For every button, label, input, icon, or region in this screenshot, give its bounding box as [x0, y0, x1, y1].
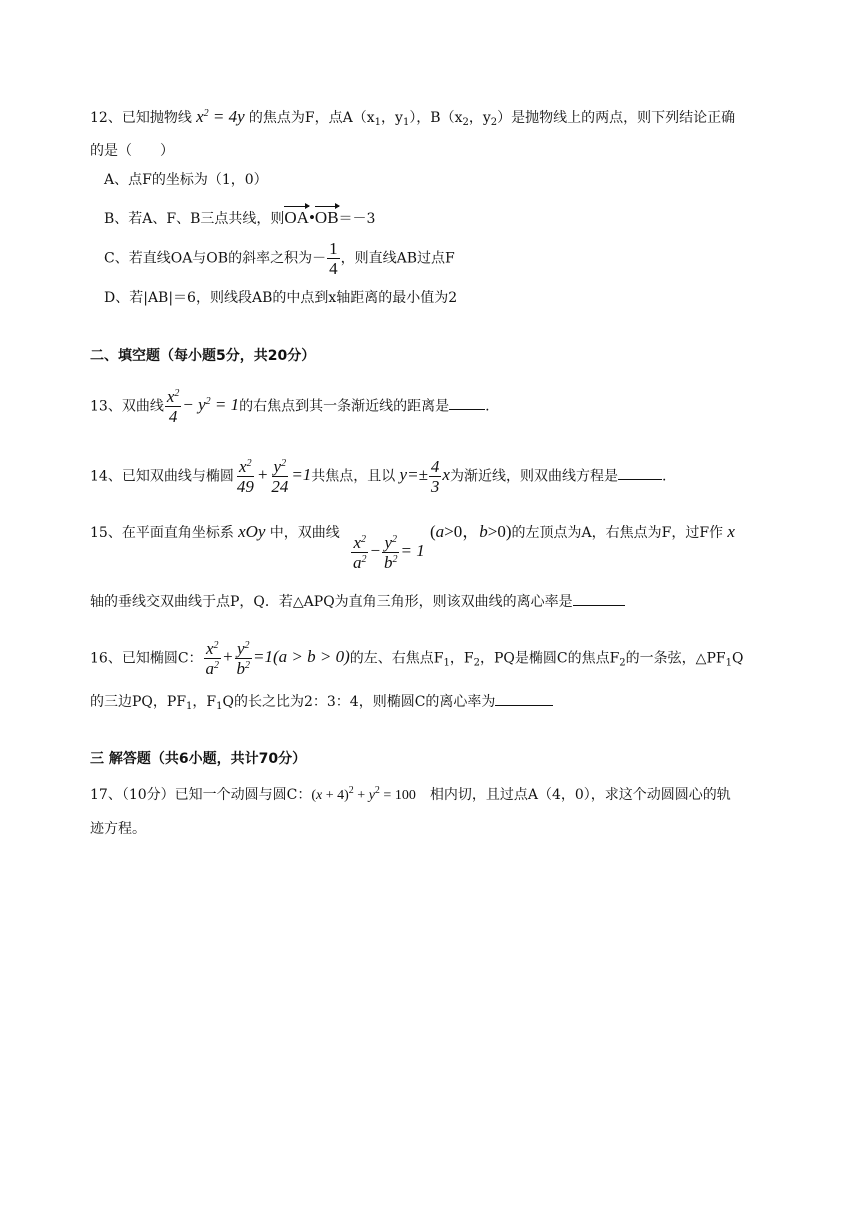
q12-option-d: D、若|AB|＝6，则线段AB的中点到x轴距离的最小值为2	[104, 290, 458, 306]
ellipse-equation-c: $\frac{x^2}{a^2}$ + $\frac{y^2}{b^2}$ =1(a > b > 0)	[205, 639, 350, 678]
q13: 13、双曲线 $\frac{x^2}{4}$ − $y^2 = 1$的右焦点到其一条渐近线的距离是 .	[90, 387, 490, 426]
answer-blank	[618, 466, 662, 480]
q12-option-b: B、若A、F、B三点共线，则OA•OB＝－3	[104, 208, 376, 227]
q12-option-a: A、点F的坐标为（1，0）	[104, 172, 268, 188]
section-3-heading: 三 解答题（共6小题，共计70分）	[90, 751, 307, 767]
q17-line1: 17、（10分）已知一个动圆与圆C：$(x + 4)^2 + y^2 = 100$ 相内切，且过点A（4，0），求这个动圆圆心的轨	[90, 785, 731, 803]
q15-hyperbola-equation: $\frac{x^2}{a^2}$ − $\frac{y^2}{b^2}$ = 1	[353, 533, 425, 572]
asymptote-equation: y=± $\frac{4}{3}$ x	[395, 457, 450, 496]
q15-line1: 15、在平面直角坐标系 xOy 中，双曲线	[90, 522, 340, 541]
q12-option-c: C、若直线OA与OB的斜率之积为－ $\frac{1}{4}$ ，则直线AB过点F	[104, 239, 455, 278]
section-2-heading: 二、填空题（每小题5分，共20分）	[90, 348, 316, 364]
answer-blank	[449, 396, 485, 410]
q12-stem-line1: 12、已知抛物线 $x^2 = 4y$ 的焦点为F，点$A(x_1$，$y_1$），$B(x_2$，$y_2$）是抛物线上的两点，则下列结论正确	[90, 107, 736, 128]
q15-condition: (a>0，b>0)的左顶点为A，右焦点为F，过F作 x	[430, 522, 735, 541]
circle-equation: $(x + 4)^2 + y^2 = 100$	[311, 785, 416, 803]
parabola-equation: $x^2 = 4y$	[191, 107, 249, 126]
fraction-one-quarter: $\frac{1}{4}$	[329, 239, 338, 278]
q15-line2: 轴的垂线交双曲线于点P，Q．若△APQ为直角三角形，则该双曲线的离心率是	[90, 592, 625, 609]
q17-line2: 迹方程。	[90, 821, 146, 837]
vector-dot-product: OA•OB	[284, 208, 339, 227]
hyperbola-equation: $\frac{x^2}{4}$ − $y^2 = 1$	[166, 387, 240, 426]
q16-line2: 的三边PQ，$PF_1$，$F_1Q$的长之比为2：3：4，则椭圆C的离心率为	[90, 692, 553, 712]
answer-blank	[495, 692, 553, 706]
answer-blank	[573, 592, 625, 606]
q12-stem-line2: 的是（ ）	[90, 143, 174, 159]
ellipse-equation: $\frac{x^2}{49}$ + $\frac{y^2}{24}$ =1	[236, 457, 312, 496]
q16-line1: 16、已知椭圆C： $\frac{x^2}{a^2}$ + $\frac{y^2}{b^2}$ =1(a > b > 0)的左、右焦点$F_1$，$F_2$，PQ是椭圆C的焦点$F_2$的一条弦，$\triangle PF_1Q$	[90, 639, 744, 678]
q14: 14、已知双曲线与椭圆 $\frac{x^2}{49}$ + $\frac{y^2}{24}$ =1共焦点，且以 y=± $\frac{4}{3}$ x为渐近线，则双曲线方程是 .	[90, 457, 667, 496]
